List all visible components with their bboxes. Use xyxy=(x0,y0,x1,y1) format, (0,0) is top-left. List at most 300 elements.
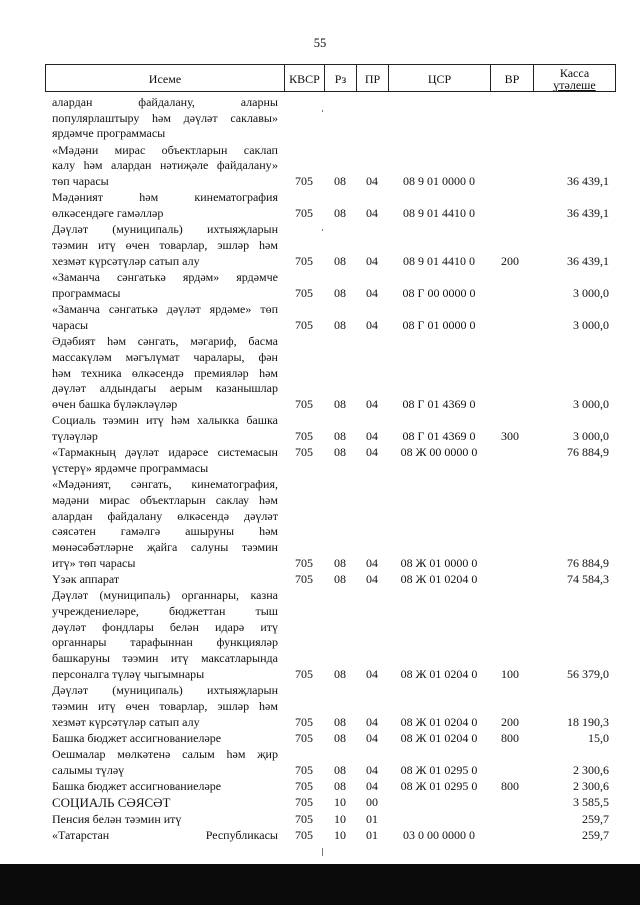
cell-kassa: 3 585,5 xyxy=(573,795,609,810)
row-name-line: өчен башка бүләкләүләр xyxy=(52,396,178,411)
row-name-line: төп чарасы xyxy=(52,174,109,189)
row-name-word: салым xyxy=(182,747,215,762)
row-name-word: техника xyxy=(81,365,122,380)
row-name-word: өлкәсендә xyxy=(131,365,184,380)
row-name-word: һәм xyxy=(259,365,278,380)
row-name-line: персоналга түләү чыгымнары xyxy=(52,666,205,681)
row-name-word: фән xyxy=(258,349,278,364)
row-name-word: итү xyxy=(98,698,116,713)
cell-kassa: 3 000,0 xyxy=(573,317,609,332)
table-row xyxy=(0,445,640,476)
row-name-word: һәм xyxy=(139,190,159,205)
row-name-word: мәдәни xyxy=(52,492,90,507)
row-name-word: мөнәсәбәтләрне xyxy=(52,540,134,554)
row-name-word: дәүләт xyxy=(166,302,201,317)
row-name-word: мирас xyxy=(99,492,130,507)
cell-csr: 08 9 01 0000 0 xyxy=(403,174,475,189)
row-name-line xyxy=(52,747,278,763)
cell-kvsr: 705 xyxy=(295,174,313,189)
cell-rz: 08 xyxy=(334,285,346,300)
row-name-word: башкаруны xyxy=(52,651,110,666)
row-name-word: кинематография, xyxy=(191,477,278,492)
row-name-word: тарафыннан xyxy=(130,635,193,650)
row-name-word: саклавы» xyxy=(230,110,278,125)
row-name-word: һәм xyxy=(170,413,190,428)
row-name-word: сәнгатькә xyxy=(116,270,166,285)
row-name-line xyxy=(52,540,278,556)
row-name-line xyxy=(52,302,278,318)
row-name-line: салымы түләү xyxy=(52,762,125,777)
row-values xyxy=(0,572,640,588)
row-name-word: калу xyxy=(52,158,76,173)
row-name-word: фондлары xyxy=(102,619,154,634)
row-values xyxy=(0,318,640,334)
row-name-line: Башка бюджет ассигнованиеләре xyxy=(52,779,222,794)
cell-kassa: 3 000,0 xyxy=(573,428,609,443)
cell-csr: 03 0 00 0000 0 xyxy=(403,828,475,842)
row-name-line xyxy=(52,651,278,667)
row-name-word: итү xyxy=(260,619,278,634)
row-name-word: басма xyxy=(248,334,278,349)
cell-pr: 04 xyxy=(366,317,378,332)
cell-rz: 08 xyxy=(334,555,346,570)
row-name-line xyxy=(52,366,278,382)
row-name-word: ярдәме» xyxy=(209,302,252,317)
row-name-word: кинематография xyxy=(194,190,278,205)
row-name-word: объектларын xyxy=(161,142,228,157)
scan-bottom-bar xyxy=(0,864,640,905)
cell-csr: 08 9 01 4410 0 xyxy=(403,253,475,268)
row-name-line: итү» төп чарасы xyxy=(52,555,136,570)
cell-kassa: 36 439,1 xyxy=(567,174,609,189)
cell-pr: 04 xyxy=(366,572,378,586)
row-name-word: органнары xyxy=(52,635,107,650)
cell-pr: 04 xyxy=(366,445,378,460)
row-name-word: дәүләт xyxy=(52,619,86,634)
cell-kvsr: 705 xyxy=(295,285,313,300)
row-name-word: эшләр xyxy=(217,238,250,253)
row-name-word: мирас xyxy=(114,142,146,157)
table-row xyxy=(0,302,640,333)
cell-kvsr: 705 xyxy=(295,445,313,460)
row-name-word: файдалану, xyxy=(138,95,195,109)
row-name-line xyxy=(52,238,278,254)
row-name-line xyxy=(52,493,278,509)
row-name-word: аларны xyxy=(240,95,278,109)
row-name-word: Дәүләт xyxy=(52,588,89,603)
row-name-line xyxy=(52,350,278,366)
row-name-line: түләүләр xyxy=(52,428,98,443)
row-name-word: итү xyxy=(146,413,164,428)
row-name-word: нәтиҗәле xyxy=(160,158,209,173)
cell-kassa: 76 884,9 xyxy=(567,445,609,460)
cell-rz: 08 xyxy=(334,317,346,332)
row-name-word: дәүләт xyxy=(52,381,86,396)
cell-pr: 04 xyxy=(366,730,378,745)
header-kvsr: КВСР xyxy=(285,65,325,92)
row-name-word: мөлкәтенә xyxy=(117,747,171,762)
row-values xyxy=(0,715,640,731)
table-row xyxy=(0,828,640,844)
table-row xyxy=(0,334,640,413)
cell-rz: 08 xyxy=(334,572,346,586)
cell-kvsr: 705 xyxy=(295,317,313,332)
row-name-word: ашыруны xyxy=(185,524,235,539)
row-name-word: тәэмин xyxy=(52,238,89,253)
row-name-word: тәэмин xyxy=(241,540,278,554)
row-name-word: (муниципаль) xyxy=(99,588,171,603)
row-name-line xyxy=(52,588,278,604)
scan-speck xyxy=(322,229,323,231)
row-name-word: «Мәдәни xyxy=(52,142,99,157)
row-name-word: салуны xyxy=(190,540,229,554)
row-name-word: җайга xyxy=(147,540,178,554)
cell-kassa: 3 000,0 xyxy=(573,285,609,300)
cell-rz: 08 xyxy=(334,730,346,745)
row-name-word: казна xyxy=(250,588,278,603)
row-values xyxy=(0,126,640,142)
cell-kassa: 259,7 xyxy=(582,828,609,842)
row-name-word: һәм xyxy=(259,492,278,507)
scan-speck xyxy=(322,848,323,856)
row-name-word: Республикасы xyxy=(205,828,278,842)
cell-rz: 08 xyxy=(334,666,346,681)
header-kassa-line2: үтәлеше xyxy=(553,77,596,92)
row-name-line xyxy=(52,111,278,127)
row-name-word: ихтыяҗларын xyxy=(206,683,278,698)
header-rz: Рз xyxy=(325,65,357,92)
row-name-line xyxy=(52,509,278,525)
cell-vr: 100 xyxy=(501,666,519,681)
row-name-word: «Татарстан xyxy=(52,828,110,842)
row-name-line xyxy=(52,270,278,286)
row-name-line: чарасы xyxy=(52,317,89,332)
row-name-line xyxy=(52,143,278,159)
cell-kassa: 36 439,1 xyxy=(567,206,609,221)
row-name-word: итү xyxy=(98,238,116,253)
row-name-word: премияләр xyxy=(194,365,249,380)
row-name-line xyxy=(52,190,278,206)
cell-rz: 08 xyxy=(334,428,346,443)
cell-csr: 08 Ж 01 0204 0 xyxy=(400,730,478,745)
row-values xyxy=(0,429,640,445)
cell-csr: 08 Г 01 4369 0 xyxy=(402,428,476,443)
cell-kvsr: 705 xyxy=(295,253,313,268)
cell-csr: 08 Ж 01 0000 0 xyxy=(400,555,478,570)
row-name-word: башка xyxy=(246,413,278,428)
row-name-word: һәм xyxy=(226,747,246,762)
cell-kvsr: 705 xyxy=(295,714,313,729)
row-name-word: «Мәдәният, xyxy=(52,477,112,492)
row-name-word: эшләр xyxy=(217,698,250,713)
row-name-word: һәм xyxy=(52,365,71,380)
header-name: Исеме xyxy=(46,65,285,92)
row-name-word: Оешмалар xyxy=(52,747,106,762)
row-name-word: сәнгатькә xyxy=(108,302,158,317)
row-name-line xyxy=(52,158,278,174)
cell-pr: 04 xyxy=(366,285,378,300)
cell-pr: 04 xyxy=(366,206,378,221)
table-header xyxy=(45,64,616,92)
row-name-word: сәнгать, xyxy=(137,334,179,349)
row-name-line: Үзәк аппарат xyxy=(52,572,120,586)
cell-csr: 08 Ж 01 0204 0 xyxy=(400,666,478,681)
table-row xyxy=(0,731,640,747)
cell-rz: 10 xyxy=(334,811,346,826)
table-row xyxy=(0,812,640,828)
row-name-word: һәм xyxy=(152,110,171,125)
row-values xyxy=(0,667,640,683)
cell-kassa: 74 584,3 xyxy=(567,572,609,586)
row-name-line: СОЦИАЛЬ СӘЯСӘТ xyxy=(52,795,171,811)
cell-pr: 01 xyxy=(366,811,378,826)
cell-vr: 200 xyxy=(501,714,519,729)
cell-vr: 800 xyxy=(501,730,519,745)
table-row xyxy=(0,683,640,730)
row-name-word: мәгариф, xyxy=(190,334,237,349)
row-name-word: халыкка xyxy=(197,413,240,428)
row-name-word: сәнгать, xyxy=(130,477,172,492)
row-values xyxy=(0,254,640,270)
row-name-word: казанышлар xyxy=(215,381,278,396)
cell-kvsr: 705 xyxy=(295,206,313,221)
table-row xyxy=(0,779,640,795)
row-name-word: ярдәмче xyxy=(236,270,278,285)
row-name-word: һәм xyxy=(259,698,278,713)
row-name-word: тәэмин xyxy=(102,413,139,428)
table-row xyxy=(0,747,640,778)
row-name-word: «Заманча xyxy=(52,302,100,317)
cell-pr: 04 xyxy=(366,555,378,570)
cell-kvsr: 705 xyxy=(295,779,313,794)
header-csr: ЦСР xyxy=(389,65,491,92)
row-name-word: дәүләт xyxy=(183,110,218,125)
row-name-word: идарәсе xyxy=(168,445,209,460)
table-row xyxy=(0,588,640,682)
table-row xyxy=(0,143,640,190)
row-name-line xyxy=(52,334,278,350)
row-name-line xyxy=(52,381,278,397)
cell-rz: 08 xyxy=(334,253,346,268)
table-row xyxy=(0,270,640,301)
cell-kvsr: 705 xyxy=(295,730,313,745)
row-name-word: Дәүләт xyxy=(52,683,89,698)
cell-csr: 08 Ж 01 0204 0 xyxy=(400,714,478,729)
row-name-word: алардан xyxy=(52,508,93,523)
cell-kvsr: 705 xyxy=(295,762,313,777)
cell-rz: 08 xyxy=(334,206,346,221)
row-name-word: һәм xyxy=(259,238,278,253)
cell-rz: 08 xyxy=(334,445,346,460)
row-name-word: системасын xyxy=(217,445,278,460)
row-values xyxy=(0,828,640,844)
row-name-word: җир xyxy=(257,747,278,762)
row-name-word: бюджеттан xyxy=(168,604,226,618)
row-name-word: һәм xyxy=(107,334,127,349)
row-values xyxy=(0,731,640,747)
cell-pr: 04 xyxy=(366,666,378,681)
cell-rz: 10 xyxy=(334,795,346,810)
row-name-word: массакүләм xyxy=(52,349,112,364)
row-values xyxy=(0,763,640,779)
cell-kassa: 3 000,0 xyxy=(573,396,609,411)
table-row xyxy=(0,190,640,221)
cell-csr: 08 Ж 01 0204 0 xyxy=(400,572,478,586)
cell-kvsr: 705 xyxy=(295,572,313,586)
row-name-word: учреждениеләре, xyxy=(52,604,139,618)
row-name-line: өлкәсендәге гамәлләр xyxy=(52,206,164,221)
row-name-word: төп xyxy=(260,302,278,317)
row-name-word: тәэмин xyxy=(122,651,159,666)
cell-kassa: 259,7 xyxy=(582,811,609,826)
cell-kvsr: 705 xyxy=(295,828,313,842)
cell-csr: 08 Ж 00 0000 0 xyxy=(400,445,478,460)
row-name-word: өлкәсендә xyxy=(177,508,230,523)
row-name-word: мәгълүмат xyxy=(125,349,180,364)
row-name-word: дәүләт xyxy=(125,445,160,460)
row-name-word: товарлар, xyxy=(159,238,208,253)
row-name-word: өчен xyxy=(125,238,150,253)
cell-rz: 08 xyxy=(334,396,346,411)
row-name-word: тыш xyxy=(255,604,278,618)
cell-rz: 08 xyxy=(334,714,346,729)
row-values xyxy=(0,206,640,222)
cell-pr: 04 xyxy=(366,714,378,729)
page-number: 55 xyxy=(313,36,327,50)
row-values xyxy=(0,795,640,811)
row-name-word: алардан xyxy=(111,158,152,173)
row-name-word: популярлаштыру xyxy=(52,110,140,125)
cell-vr: 300 xyxy=(501,428,519,443)
row-name-word: файдалану» xyxy=(216,158,278,173)
row-name-word: гамәлгә xyxy=(120,524,161,539)
cell-pr: 04 xyxy=(366,428,378,443)
row-name-line xyxy=(52,699,278,715)
row-name-word: файдалану xyxy=(107,508,163,523)
row-name-line xyxy=(52,524,278,540)
cell-rz: 08 xyxy=(334,779,346,794)
row-name-word: «Тармакның xyxy=(52,445,116,460)
row-values xyxy=(0,445,640,461)
cell-vr: 200 xyxy=(501,253,519,268)
cell-pr: 04 xyxy=(366,779,378,794)
table-row xyxy=(0,95,640,142)
row-values xyxy=(0,779,640,795)
row-name-line xyxy=(52,620,278,636)
row-values xyxy=(0,556,640,572)
row-name-word: товарлар, xyxy=(159,698,208,713)
row-name-line xyxy=(52,222,278,238)
row-name-word: идарә xyxy=(215,619,245,634)
cell-kassa: 15,0 xyxy=(588,730,609,745)
header-kassa xyxy=(534,65,615,92)
row-name-word: алардан xyxy=(52,95,93,109)
row-name-word: алдындагы xyxy=(99,381,157,396)
row-name-line: программасы xyxy=(52,285,121,300)
table-row xyxy=(0,572,640,588)
row-name-line xyxy=(52,413,278,429)
row-name-word: итү xyxy=(170,651,189,666)
cell-pr: 04 xyxy=(366,253,378,268)
row-name-word: сәясәтен xyxy=(52,524,96,539)
row-values xyxy=(0,397,640,413)
row-name-word: саклап xyxy=(243,142,278,157)
row-name-word: ихтыяҗларын xyxy=(206,222,278,237)
cell-kassa: 76 884,9 xyxy=(567,555,609,570)
header-pr: ПР xyxy=(357,65,389,92)
row-name-line: ярдәмче программасы xyxy=(52,126,166,141)
row-name-word: белән xyxy=(169,619,199,634)
row-name-line xyxy=(52,683,278,699)
row-values xyxy=(0,286,640,302)
row-name-line: Пенсия белән тәэмин итү xyxy=(52,811,182,826)
cell-rz: 10 xyxy=(334,828,346,842)
cell-pr: 00 xyxy=(366,795,378,810)
row-name-word: функцияләр xyxy=(216,635,278,650)
row-name-line: Башка бюджет ассигнованиеләре xyxy=(52,730,222,745)
cell-kassa: 2 300,6 xyxy=(573,762,609,777)
table-row xyxy=(0,413,640,444)
cell-kvsr: 705 xyxy=(295,666,313,681)
cell-rz: 08 xyxy=(334,762,346,777)
cell-pr: 01 xyxy=(366,828,378,842)
cell-csr: 08 Г 00 0000 0 xyxy=(402,285,476,300)
row-name-word: объектларын xyxy=(139,492,206,507)
cell-kassa: 2 300,6 xyxy=(573,779,609,794)
row-name-word: Әдәбият xyxy=(52,334,96,349)
row-name-line xyxy=(52,635,278,651)
header-vr: ВР xyxy=(491,65,534,92)
row-name-word: «Заманча xyxy=(52,270,100,285)
row-name-line xyxy=(52,604,278,620)
row-name-word: Социаль xyxy=(52,413,96,428)
cell-pr: 04 xyxy=(366,174,378,189)
row-name-line: хезмәт күрсәтүләр сатып алу xyxy=(52,253,200,268)
row-values xyxy=(0,174,640,190)
cell-vr: 800 xyxy=(501,779,519,794)
header-kassa-line1: Касса xyxy=(559,65,590,80)
cell-kassa: 56 379,0 xyxy=(567,666,609,681)
cell-kvsr: 705 xyxy=(295,396,313,411)
row-name-word: тәэмин xyxy=(52,698,89,713)
cell-kassa: 18 190,3 xyxy=(567,714,609,729)
scan-speck xyxy=(322,110,323,112)
row-name-word: органнары, xyxy=(181,588,240,603)
table-row xyxy=(0,795,640,811)
row-name-word: Дәүләт xyxy=(52,222,89,237)
cell-csr: 08 Ж 01 0295 0 xyxy=(400,779,478,794)
cell-csr: 08 Г 01 4369 0 xyxy=(402,396,476,411)
row-name-line xyxy=(52,477,278,493)
row-name-line: хезмәт күрсәтүләр сатып алу xyxy=(52,714,200,729)
cell-pr: 04 xyxy=(366,762,378,777)
row-name-line: үстерү» ярдәмче программасы xyxy=(52,460,209,475)
cell-csr: 08 Г 01 0000 0 xyxy=(402,317,476,332)
cell-kvsr: 705 xyxy=(295,428,313,443)
header-bottom-rule xyxy=(45,91,616,92)
row-values xyxy=(0,812,640,828)
row-name-word: (муниципаль) xyxy=(112,683,183,698)
cell-kvsr: 705 xyxy=(295,795,313,810)
row-name-word: ярдәм» xyxy=(182,270,220,285)
row-name-word: дәүләт xyxy=(244,508,278,523)
row-name-word: өчен xyxy=(125,698,150,713)
cell-kassa: 36 439,1 xyxy=(567,253,609,268)
cell-kvsr: 705 xyxy=(295,811,313,826)
row-name-word: (муниципаль) xyxy=(112,222,183,237)
row-name-word: һәм xyxy=(259,524,278,539)
table-row xyxy=(0,477,640,571)
